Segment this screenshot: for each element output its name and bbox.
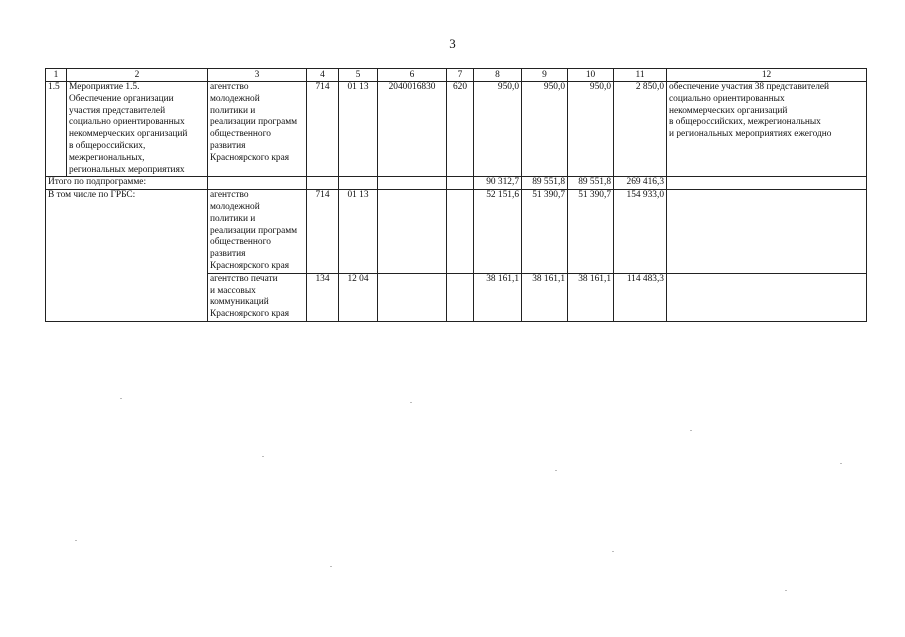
grbs-line: агентство — [210, 190, 249, 201]
measure-name — [67, 82, 208, 177]
grbs-line: Красноярского края — [210, 152, 290, 163]
header-cell: 11 — [614, 69, 667, 82]
subtotal-total: 269 416,3 — [614, 177, 667, 190]
subtotal-label: Итого по подпрограмме: — [46, 177, 208, 190]
grbs-breakdown-row — [46, 190, 867, 274]
header-cell: 1 — [46, 69, 67, 82]
year3-amount: 38 161,1 — [568, 273, 614, 321]
breakdown-grbs — [208, 273, 307, 321]
subtotal-row — [46, 177, 867, 190]
grbs-line: коммуникаций — [210, 297, 269, 308]
empty-cell — [447, 273, 474, 321]
empty-cell — [378, 177, 447, 190]
grbs-line: политики и — [210, 213, 256, 224]
measure-name-line: участия представителей — [69, 105, 166, 116]
result-line: в общероссийских, межрегиональных — [669, 117, 821, 128]
grbs-line: и массовых — [210, 285, 256, 296]
year2-amount: 51 390,7 — [522, 190, 568, 274]
subtotal-year2: 89 551,8 — [522, 177, 568, 190]
year2-amount: 38 161,1 — [522, 273, 568, 321]
header-cell: 4 — [307, 69, 339, 82]
measure-name-line: региональных мероприятиях — [69, 164, 185, 175]
total-amount: 154 933,0 — [614, 190, 667, 274]
measure-name-line: Обеспечение организации — [69, 93, 174, 104]
section-code: 01 13 — [339, 82, 378, 177]
header-cell: 6 — [378, 69, 447, 82]
expected-result — [667, 82, 867, 177]
grbs-code: 714 — [307, 190, 339, 274]
grbs-line: Красноярского края — [210, 260, 290, 271]
measure-name-line: Мероприятие 1.5. — [69, 82, 140, 92]
empty-cell — [447, 190, 474, 274]
result-line: обеспечение участия 38 представителей — [669, 82, 830, 92]
header-cell: 2 — [67, 69, 208, 82]
expense-type-code: 620 — [447, 82, 474, 177]
subtotal-year1: 90 312,7 — [474, 177, 522, 190]
grbs-line: общественного — [210, 129, 271, 140]
measure-row — [46, 82, 867, 177]
empty-cell — [667, 273, 867, 321]
breakdown-grbs — [208, 190, 307, 274]
grbs-line: молодежной — [210, 93, 260, 104]
target-article-code: 2040016830 — [378, 82, 447, 177]
section-code: 01 13 — [339, 190, 378, 274]
header-cell: 10 — [568, 69, 614, 82]
grbs-line: молодежной — [210, 201, 260, 212]
year2-amount: 950,0 — [522, 82, 568, 177]
result-line: и региональных мероприятиях ежегодно — [669, 129, 832, 140]
total-amount: 114 483,3 — [614, 273, 667, 321]
result-line: социально ориентированных — [669, 93, 785, 104]
grbs-line: агентство печати — [210, 273, 278, 284]
measure-name-line: социально ориентированных — [69, 117, 185, 128]
measure-number: 1.5 — [46, 82, 67, 177]
subtotal-year3: 89 551,8 — [568, 177, 614, 190]
result-line: некоммерческих организаций — [669, 105, 788, 116]
measure-name-line: межрегиональных, — [69, 152, 145, 163]
empty-cell — [378, 190, 447, 274]
empty-cell — [667, 177, 867, 190]
budget-table — [45, 68, 867, 322]
header-row — [46, 69, 867, 82]
empty-cell — [339, 177, 378, 190]
header-cell: 9 — [522, 69, 568, 82]
grbs-line: развития — [210, 249, 246, 260]
year1-amount: 52 151,6 — [474, 190, 522, 274]
empty-cell — [667, 190, 867, 274]
grbs-line: Красноярского края — [210, 309, 290, 320]
grbs-breakdown-label: В том числе по ГРБС: — [46, 190, 208, 322]
header-cell: 3 — [208, 69, 307, 82]
grbs-line: политики и — [210, 105, 256, 116]
measure-name-line: некоммерческих организаций — [69, 129, 188, 140]
grbs-line: развития — [210, 140, 246, 151]
header-cell: 7 — [447, 69, 474, 82]
header-cell: 12 — [667, 69, 867, 82]
grbs-line: реализации программ — [210, 225, 298, 236]
grbs-line: общественного — [210, 237, 271, 248]
empty-cell — [378, 273, 447, 321]
grbs-line: реализации программ — [210, 117, 298, 128]
empty-cell — [208, 177, 307, 190]
measure-name-line: в общероссийских, — [69, 140, 146, 151]
header-cell: 5 — [339, 69, 378, 82]
total-amount: 2 850,0 — [614, 82, 667, 177]
year1-amount: 950,0 — [474, 82, 522, 177]
grbs-code: 134 — [307, 273, 339, 321]
year1-amount: 38 161,1 — [474, 273, 522, 321]
empty-cell — [307, 177, 339, 190]
measure-grbs — [208, 82, 307, 177]
page-number: 3 — [449, 36, 456, 51]
grbs-code: 714 — [307, 82, 339, 177]
grbs-line: агентство — [210, 82, 249, 92]
section-code: 12 04 — [339, 273, 378, 321]
empty-cell — [447, 177, 474, 190]
year3-amount: 51 390,7 — [568, 190, 614, 274]
year3-amount: 950,0 — [568, 82, 614, 177]
header-cell: 8 — [474, 69, 522, 82]
